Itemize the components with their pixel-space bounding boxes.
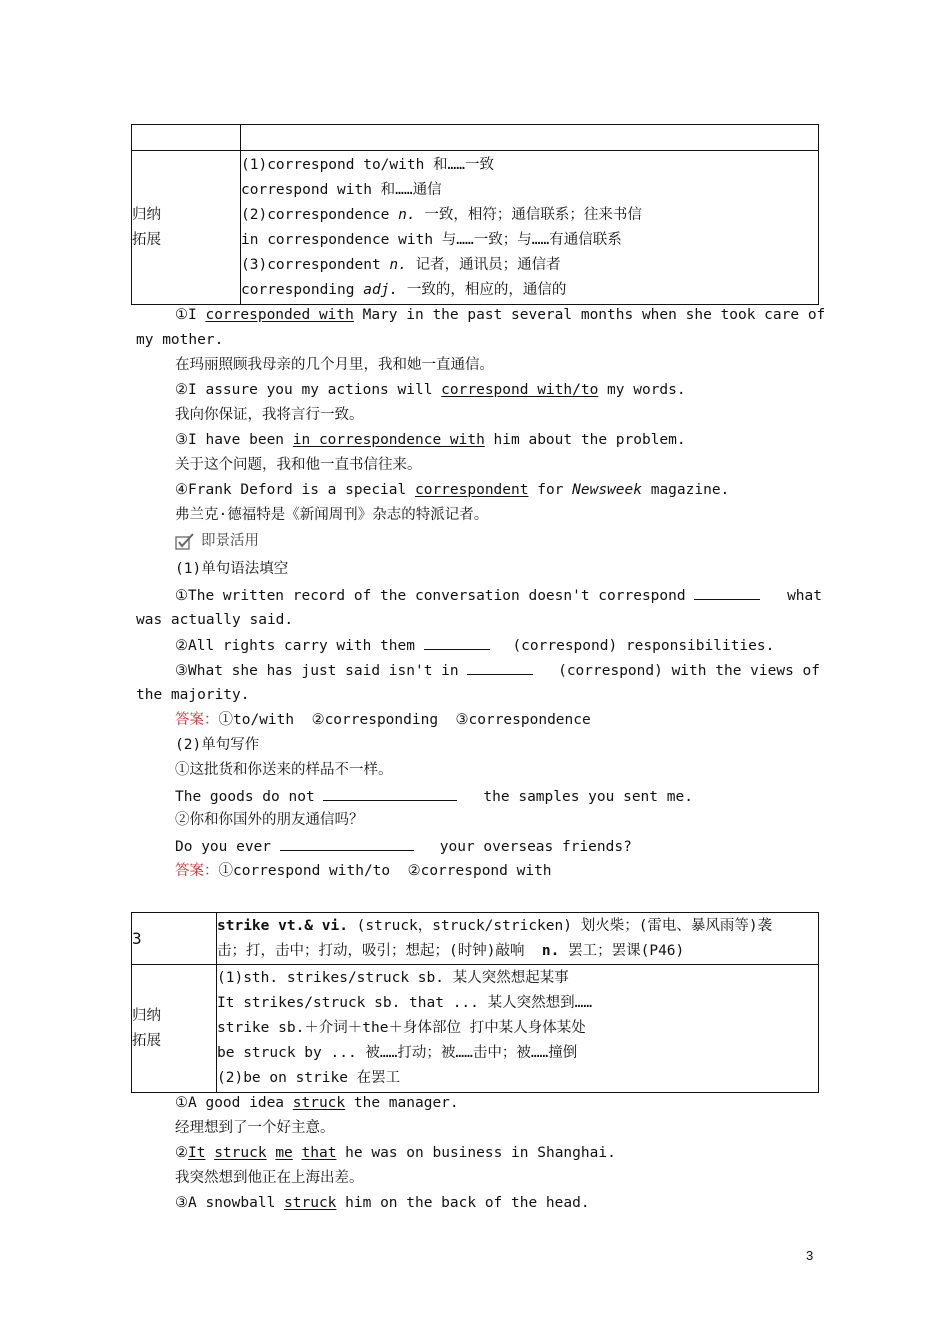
example-sentence: ②I assure you my actions will correspond with/to my words. bbox=[175, 382, 686, 398]
example-translation: 经理想到了一个好主意。 bbox=[175, 1120, 335, 1136]
example-sentence: ③I have been in correspondence with him about the problem. bbox=[175, 432, 686, 448]
example-translation: 我突然想到他正在上海出差。 bbox=[175, 1170, 364, 1186]
answer-blank[interactable] bbox=[323, 786, 457, 801]
table-content-cell bbox=[217, 965, 819, 1093]
content-line: in correspondence with 与……一致；与……有通信联系 bbox=[241, 231, 622, 248]
content-line: (3)correspondent n. 记者，通讯员；通信者 bbox=[241, 256, 561, 273]
content-line: strike sb.＋介词＋the＋身体部位 打中某人身体某处 bbox=[217, 1020, 586, 1036]
example-sentence: ④Frank Deford is a special correspondent for Newsweek magazine. bbox=[175, 482, 730, 498]
example-sentence: ①I corresponded with Mary in the past several months when she took care of bbox=[175, 307, 826, 323]
table-strike bbox=[131, 912, 819, 1093]
example-sentence: ②It struck me that he was on business in Shanghai. bbox=[175, 1145, 616, 1161]
answer-blank[interactable] bbox=[694, 585, 760, 600]
example-translation: 关于这个问题，我和他一直书信往来。 bbox=[175, 457, 422, 473]
content-line: (2)correspondence n. 一致，相符；通信联系；往来书信 bbox=[241, 206, 642, 223]
example-sentence: my mother. bbox=[136, 332, 224, 348]
heading-line: strike vt.& vi. (struck，struck/stricken) 划火柴；(雷电、暴风雨等)袭 bbox=[217, 917, 773, 934]
answer-line: 答案：①correspond with/to ②correspond with bbox=[175, 863, 552, 879]
heading-line: 击；打，击中；打动，吸引；想起；(时钟)敲响 n. 罢工；罢课(P46) bbox=[217, 942, 685, 959]
exercise-question: ③What she has just said isn't in (correspond) with the views of bbox=[175, 660, 820, 681]
exercise-question: ①The written record of the conversation doesn't correspond what bbox=[175, 585, 822, 606]
table-label-cell bbox=[132, 965, 217, 1093]
example-sentence: ①A good idea struck the manager. bbox=[175, 1095, 459, 1111]
table-number-cell: 3 bbox=[132, 913, 217, 965]
content-line: be struck by ... 被……打动；被……击中；被……撞倒 bbox=[217, 1045, 578, 1061]
page-number: 3 bbox=[806, 1248, 814, 1263]
label-line: 归纳 bbox=[132, 206, 161, 223]
answer-blank[interactable] bbox=[280, 836, 414, 851]
label-line: 拓展 bbox=[132, 1032, 161, 1049]
content-line: corresponding adj. 一致的，相应的，通信的 bbox=[241, 281, 567, 298]
exercise-prompt: ②你和你国外的朋友通信吗？ bbox=[175, 812, 364, 828]
content-line: (1)correspond to/with 和……一致 bbox=[241, 156, 495, 173]
exercise-prompt: ①这批货和你送来的样品不一样。 bbox=[175, 762, 393, 778]
label-line: 归纳 bbox=[132, 1007, 161, 1024]
table-content-cell bbox=[241, 151, 819, 305]
content-line: It strikes/struck sb. that ... 某人突然想到…… bbox=[217, 995, 593, 1011]
practice-heading: 即景活用 bbox=[175, 531, 259, 551]
table-heading-cell bbox=[217, 913, 819, 965]
exercise-question: the majority. bbox=[136, 687, 250, 703]
answer-blank[interactable] bbox=[424, 635, 490, 650]
table-empty-cell bbox=[132, 125, 241, 151]
table-empty-cell bbox=[241, 125, 819, 151]
table-correspond bbox=[131, 124, 819, 305]
exercise-question: The goods do not the samples you sent me. bbox=[175, 786, 693, 807]
label-line: 拓展 bbox=[132, 231, 161, 248]
example-translation: 我向你保证，我将言行一致。 bbox=[175, 407, 364, 423]
content-line: (2)be on strike 在罢工 bbox=[217, 1070, 401, 1086]
content-line: (1)sth. strikes/struck sb. 某人突然想起某事 bbox=[217, 970, 569, 986]
exercise-question: ②All rights carry with them (correspond) responsibilities. bbox=[175, 635, 774, 656]
answer-blank[interactable] bbox=[467, 660, 533, 675]
example-translation: 在玛丽照顾我母亲的几个月里，我和她一直通信。 bbox=[175, 357, 494, 373]
content-line: correspond with 和……通信 bbox=[241, 181, 442, 198]
answer-line: 答案：①to/with ②corresponding ③correspondence bbox=[175, 712, 591, 728]
practice-part-title: (2)单句写作 bbox=[175, 737, 260, 753]
table-label-cell bbox=[132, 151, 241, 305]
practice-part-title: (1)单句语法填空 bbox=[175, 561, 289, 577]
exercise-question: was actually said. bbox=[136, 612, 294, 628]
example-translation: 弗兰克·德福特是《新闻周刊》杂志的特派记者。 bbox=[175, 507, 489, 523]
example-sentence: ③A snowball struck him on the back of the head. bbox=[175, 1195, 590, 1211]
exercise-question: Do you ever your overseas friends? bbox=[175, 836, 632, 857]
checkmark-pencil-icon bbox=[175, 532, 195, 550]
